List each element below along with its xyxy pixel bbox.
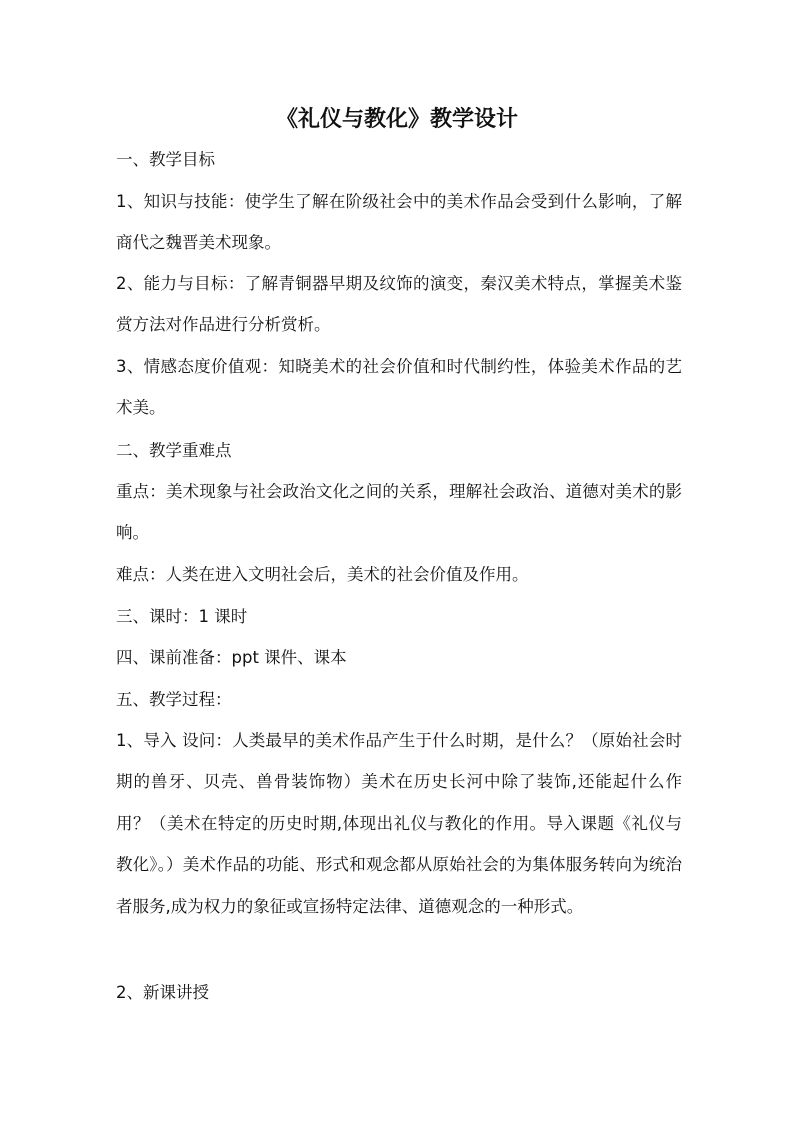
section-heading-process: 五、教学过程：	[116, 690, 232, 709]
document-title: 《礼仪与教化》教学设计	[275, 106, 518, 132]
process-new-lesson: 2、新课讲授	[116, 983, 209, 1002]
section-preparation: 四、课前准备：ppt 课件、课本	[116, 648, 347, 667]
objective-knowledge-skills: 1、知识与技能：使学生了解在阶级社会中的美术作品会受到什么影响，了解商代之魏晋美术现象。	[116, 192, 682, 253]
process-introduction-paragraph: 1、导入 设问：人类最早的美术作品产生于什么时期，是什么？（原始社会时期的兽牙、贝壳、兽骨装饰物）美术在历史长河中除了装饰,还能起什么作用？（美术在特定的历史时期,体现出礼仪与教化的作用。导入课题《礼仪与教化》。）美术作品的功能、形式和观念都从原始社会的为集体服务转向为统治者服务,成为权力的象征或宣扬特定法律、道德观念的一种形式。	[116, 731, 682, 916]
key-point-paragraph: 重点：美术现象与社会政治文化之间的关系，理解社会政治、道德对美术的影响。	[116, 482, 682, 543]
objective-ability: 2、能力与目标：了解青铜器早期及纹饰的演变，秦汉美术特点，掌握美术鉴赏方法对作品进行分析赏析。	[116, 274, 682, 335]
objective-emotion-values: 3、情感态度价值观：知晓美术的社会价值和时代制约性，体验美术作品的艺术美。	[116, 357, 682, 418]
section-class-hours: 三、课时：1 课时	[116, 607, 248, 626]
difficult-point-paragraph: 难点：人类在进入文明社会后，美术的社会价值及作用。	[116, 565, 529, 584]
section-heading-key-points: 二、教学重难点	[116, 441, 232, 460]
section-heading-objectives: 一、教学目标	[116, 150, 215, 169]
